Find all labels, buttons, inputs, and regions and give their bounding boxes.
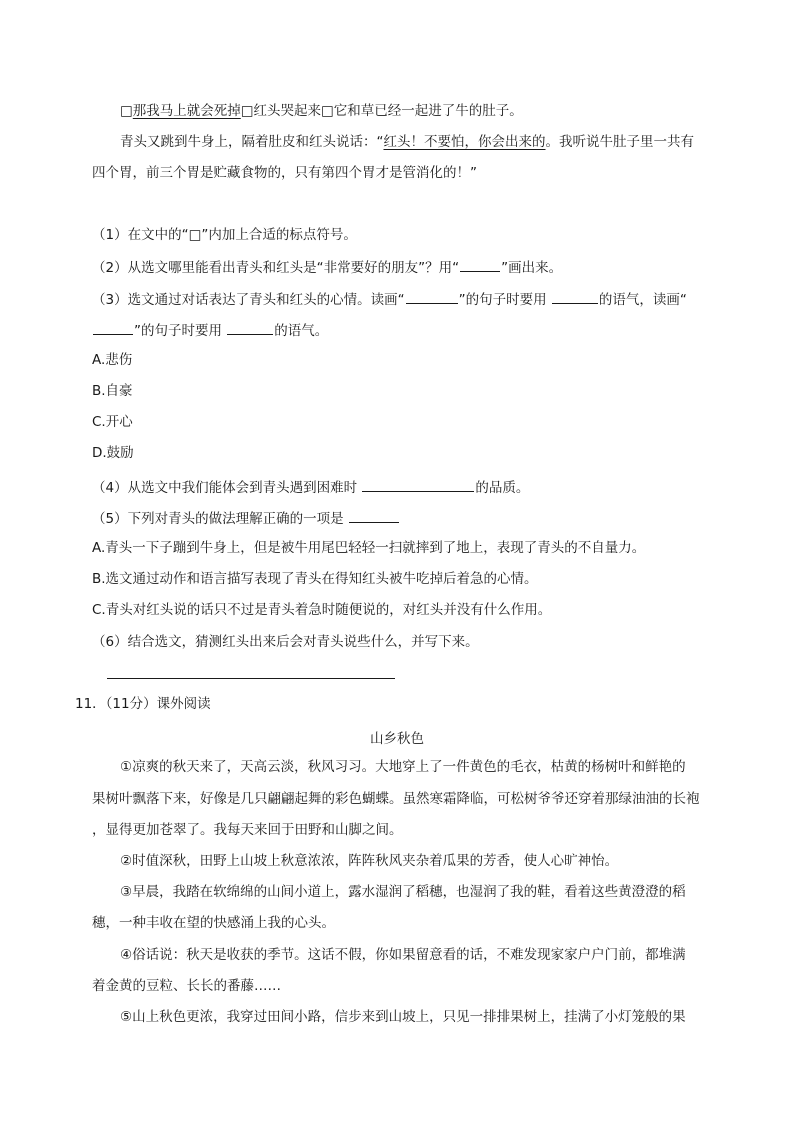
question-6: （6）结合选文，猜测红头出来后会对青头说些什么，并写下来。 xyxy=(92,634,479,650)
option-b: B.自豪 xyxy=(92,383,133,399)
paragraph-1-line-2: 果树叶飘落下来，好像是几只翩翩起舞的彩色蝴蝶。虽然寒霜降临，可松树爷爷还穿着那绿油油的长袍 xyxy=(92,791,700,807)
paragraph-2: ②时值深秋，田野上山坡上秋意浓浓，阵阵秋风夹杂着瓜果的芳香，使人心旷神怡。 xyxy=(120,853,619,869)
paragraph-3-line-2: 穗，一种丰收在望的快感涌上我的心头。 xyxy=(92,915,335,931)
option-a: A.悲伤 xyxy=(92,352,133,368)
question-5-option-b: B.选文通过动作和语言描写表现了青头在得知红头被牛吃掉后着急的心情。 xyxy=(92,571,538,587)
passage-line-2: 青头又跳到牛身上，隔着肚皮和红头说话：“红头！不要怕，你会出来的。我听说牛肚子里一共有 xyxy=(120,134,694,150)
question-3-line-1: （3）选文通过对话表达了青头和红头的心情。读画“ ”的句子时要用 的语气，读画“ xyxy=(92,289,687,309)
paragraph-1-line-3: ，显得更加苍翠了。我每天来回于田野和山脚之间。 xyxy=(92,822,403,838)
answer-blank[interactable] xyxy=(93,320,133,335)
passage-line-1: □那我马上就会死掉□红头哭起来□它和草已经一起进了牛的肚子。 xyxy=(120,103,523,119)
question-3-line-2: ”的句子时要用 的语气。 xyxy=(92,320,328,340)
paragraph-4-line-1: ④俗话说：秋天是收获的季节。这话不假，你如果留意看的话，不难发现家家户户门前，都堆满 xyxy=(120,947,686,963)
paragraph-4-line-2: 着金黄的豆粒、长长的番藤…… xyxy=(92,978,281,994)
passage-line-3: 四个胃，前三个胃是贮藏食物的，只有第四个胃才是管消化的！” xyxy=(92,165,477,181)
question-5-option-c: C.青头对红头说的话只不过是青头着急时随便说的，对红头并没有什么作用。 xyxy=(92,602,552,618)
question-1: （1）在文中的“□”内加上合适的标点符号。 xyxy=(92,227,357,243)
answer-blank[interactable] xyxy=(406,289,458,304)
underlined-sentence-1: 那我马上就会死掉 xyxy=(132,103,241,119)
question-4: （4）从选文中我们能体会到青头遇到困难时 的品质。 xyxy=(92,477,529,497)
paragraph-5-line-1: ⑤山上秋色更浓，我穿过田间小路，信步来到山坡上，只见一排排果树上，挂满了小灯笼般的果 xyxy=(120,1009,686,1025)
option-d: D.鼓励 xyxy=(92,445,134,461)
answer-line[interactable] xyxy=(107,678,395,679)
question-2: （2）从选文哪里能看出青头和红头是“非常要好的朋友”？用“ ”画出来。 xyxy=(92,257,562,277)
paragraph-3-line-1: ③早晨，我踏在软绵绵的山间小道上，露水湿润了稻穗，也湿润了我的鞋，看着这些黄澄澄的稻 xyxy=(120,884,686,900)
answer-blank[interactable] xyxy=(460,257,500,272)
option-c: C.开心 xyxy=(92,414,133,430)
answer-blank[interactable] xyxy=(349,508,399,523)
paragraph-1-line-1: ①凉爽的秋天来了，天高云淡，秋风习习。大地穿上了一件黄色的毛衣，枯黄的杨树叶和鲜艳的 xyxy=(120,759,686,775)
answer-blank[interactable] xyxy=(227,320,273,335)
answer-blank[interactable] xyxy=(552,289,598,304)
question-5: （5）下列对青头的做法理解正确的一项是 xyxy=(92,508,400,528)
answer-blank[interactable] xyxy=(362,477,474,492)
question-5-option-a: A.青头一下子蹦到牛身上，但是被牛用尾巴轻轻一扫就摔到了地上，表现了青头的不自量力。 xyxy=(92,540,646,556)
section-11-header: 11．（11分）课外阅读 xyxy=(75,696,211,712)
underlined-sentence-2: 红头！不要怕，你会出来的 xyxy=(383,134,546,150)
reading-title: 山乡秋色 xyxy=(370,731,424,747)
